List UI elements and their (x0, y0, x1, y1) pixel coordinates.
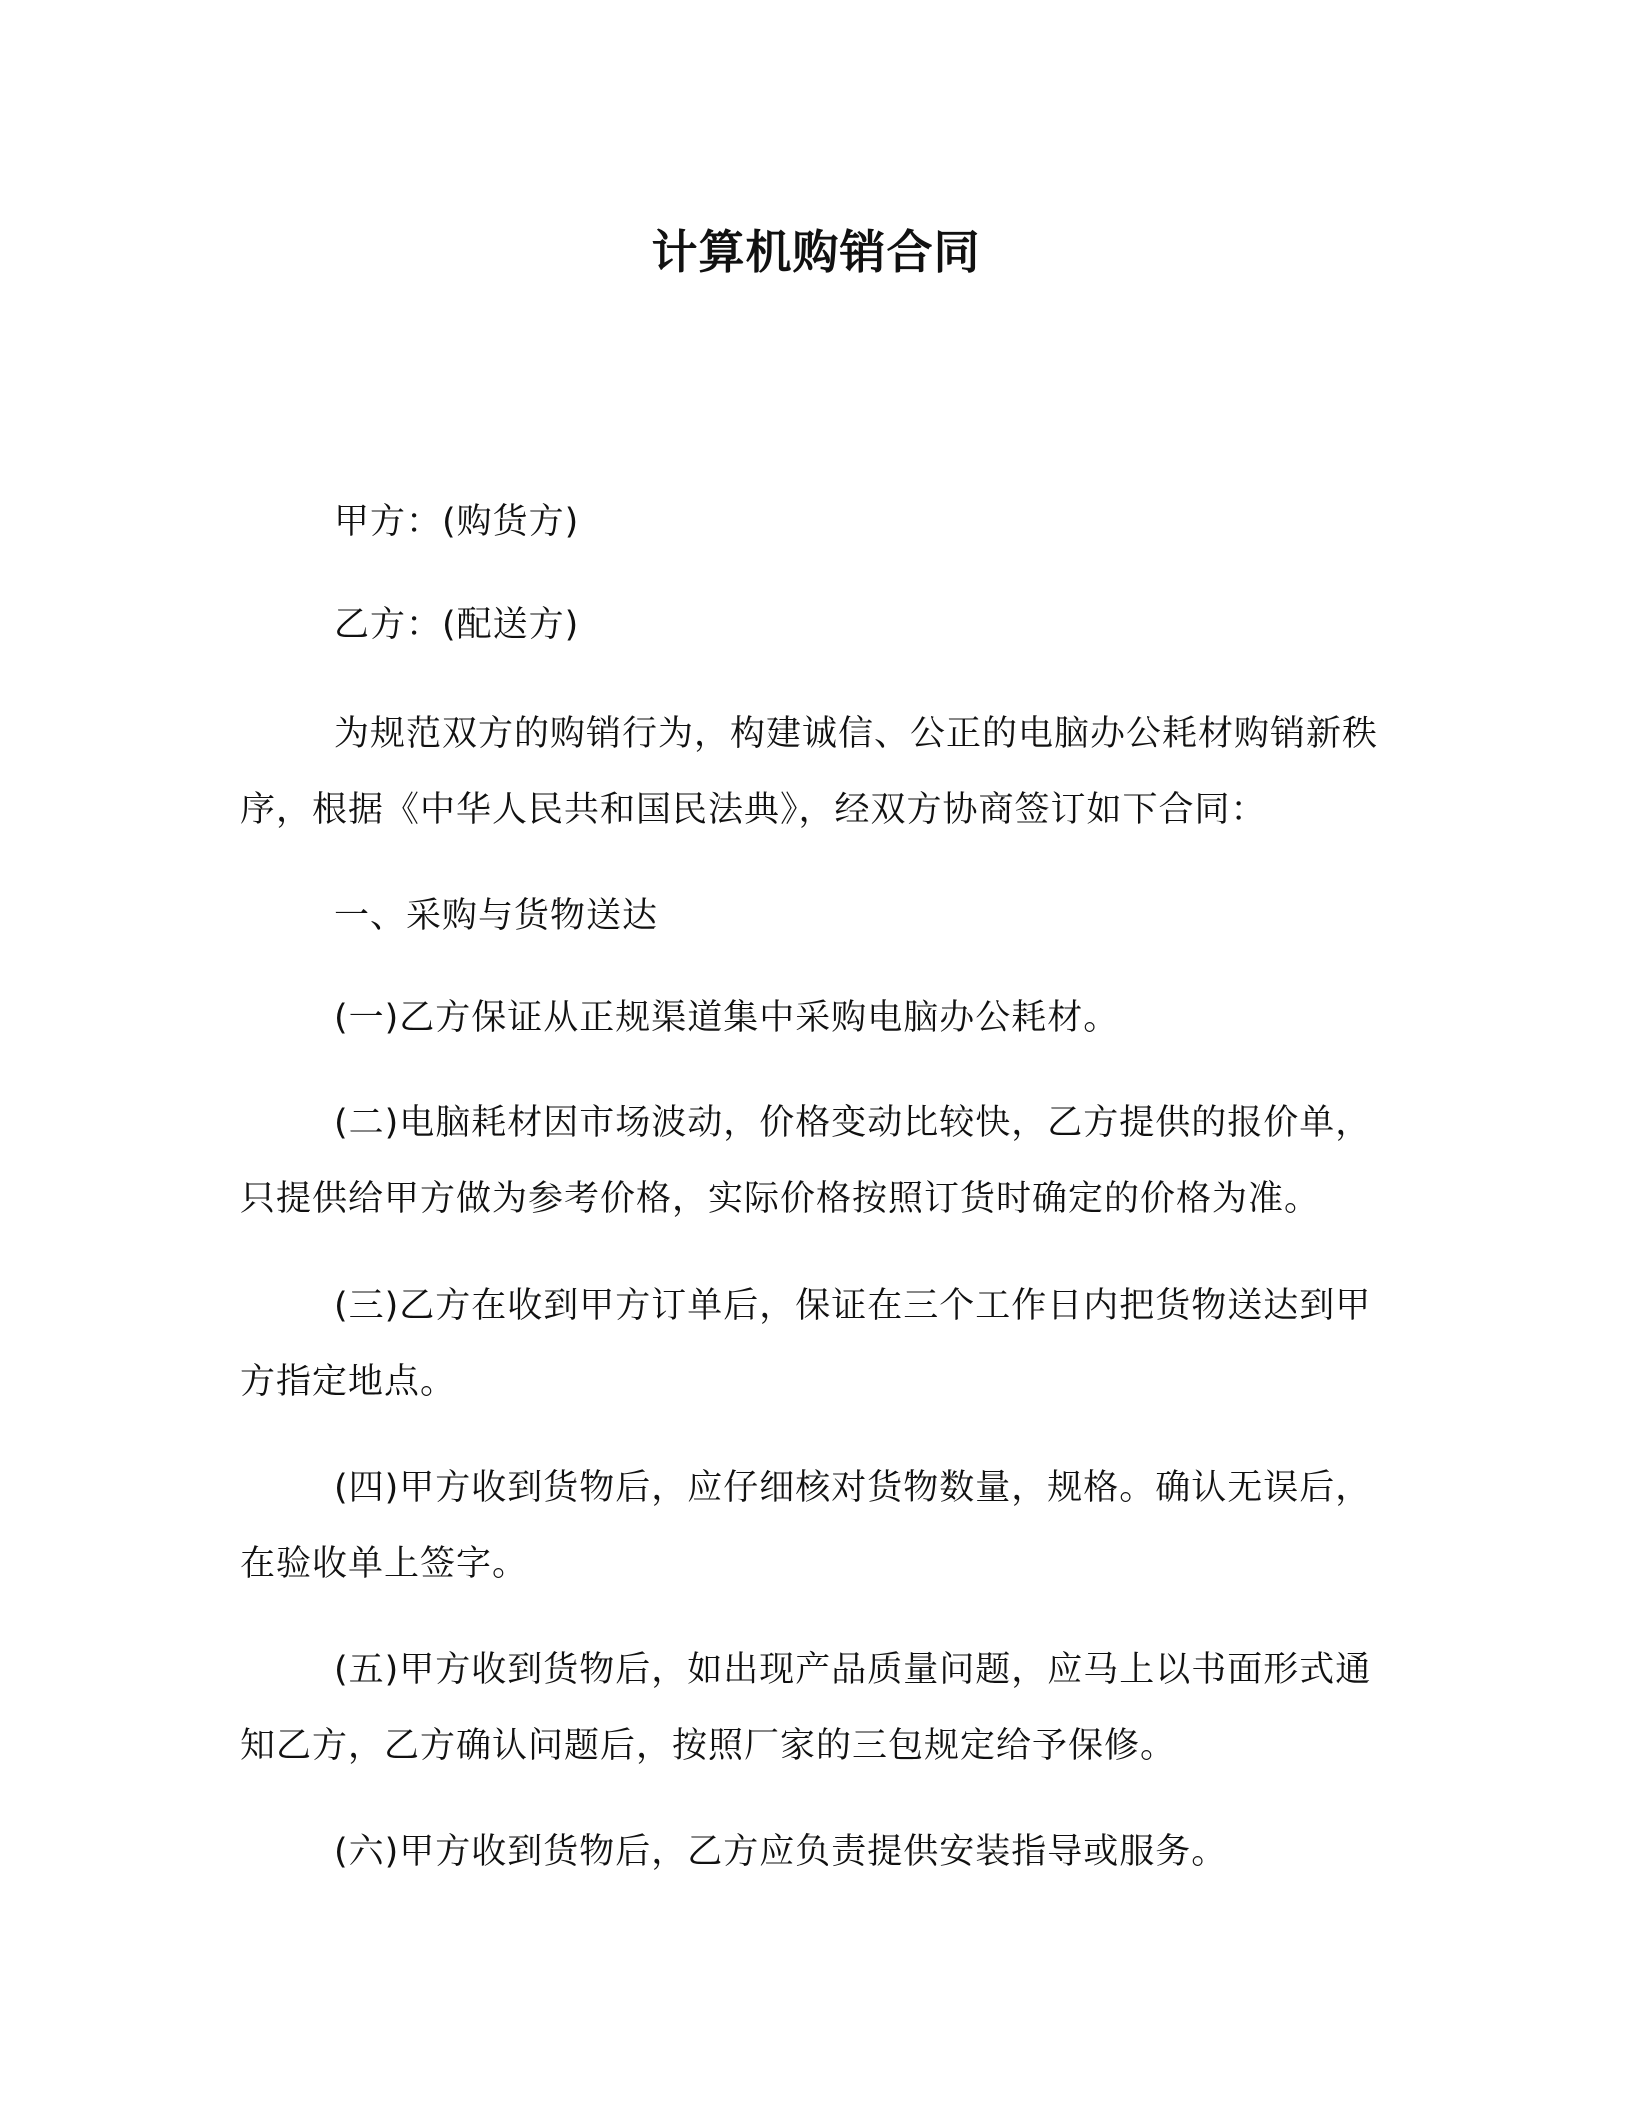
clause-item-2 (240, 1085, 1390, 1237)
party-a-text: 甲方：(购货方) (334, 502, 580, 542)
intro-paragraph (240, 696, 1390, 848)
clause-item-5 (240, 1632, 1390, 1784)
section-heading-text: 一、采购与货物送达 (334, 896, 659, 936)
clause-item-6 (240, 1814, 1390, 1890)
document-title: 计算机购销合同 (651, 225, 981, 279)
clause-item-3 (240, 1268, 1390, 1420)
party-b-line (240, 587, 1390, 663)
section-heading (240, 878, 1390, 954)
clause-text: (三)乙方在收到甲方订单后，保证在三个工作日内把货物送达到甲方指定地点。 (240, 1286, 1372, 1402)
party-a-line (240, 484, 1390, 560)
clause-text: (一)乙方保证从正规渠道集中采购电脑办公耗材。 (334, 998, 1120, 1038)
clause-text: (四)甲方收到货物后，应仔细核对货物数量，规格。确认无误后，在验收单上签字。 (240, 1468, 1372, 1584)
intro-text: 为规范双方的购销行为，构建诚信、公正的电脑办公耗材购销新秩序，根据《中华人民共和国民法典》，经双方协商签订如下合同： (240, 714, 1379, 830)
clause-item-1 (240, 980, 1390, 1056)
clause-text: (五)甲方收到货物后，如出现产品质量问题，应马上以书面形式通知乙方，乙方确认问题后，按照厂家的三包规定给予保修。 (240, 1650, 1372, 1766)
clause-text: (六)甲方收到货物后，乙方应负责提供安装指导或服务。 (334, 1832, 1228, 1872)
clause-item-4 (240, 1450, 1390, 1602)
clause-text: (二)电脑耗材因市场波动，价格变动比较快，乙方提供的报价单，只提供给甲方做为参考价格，实际价格按照订货时确定的价格为准。 (240, 1103, 1372, 1219)
party-b-text: 乙方：(配送方) (334, 605, 580, 645)
